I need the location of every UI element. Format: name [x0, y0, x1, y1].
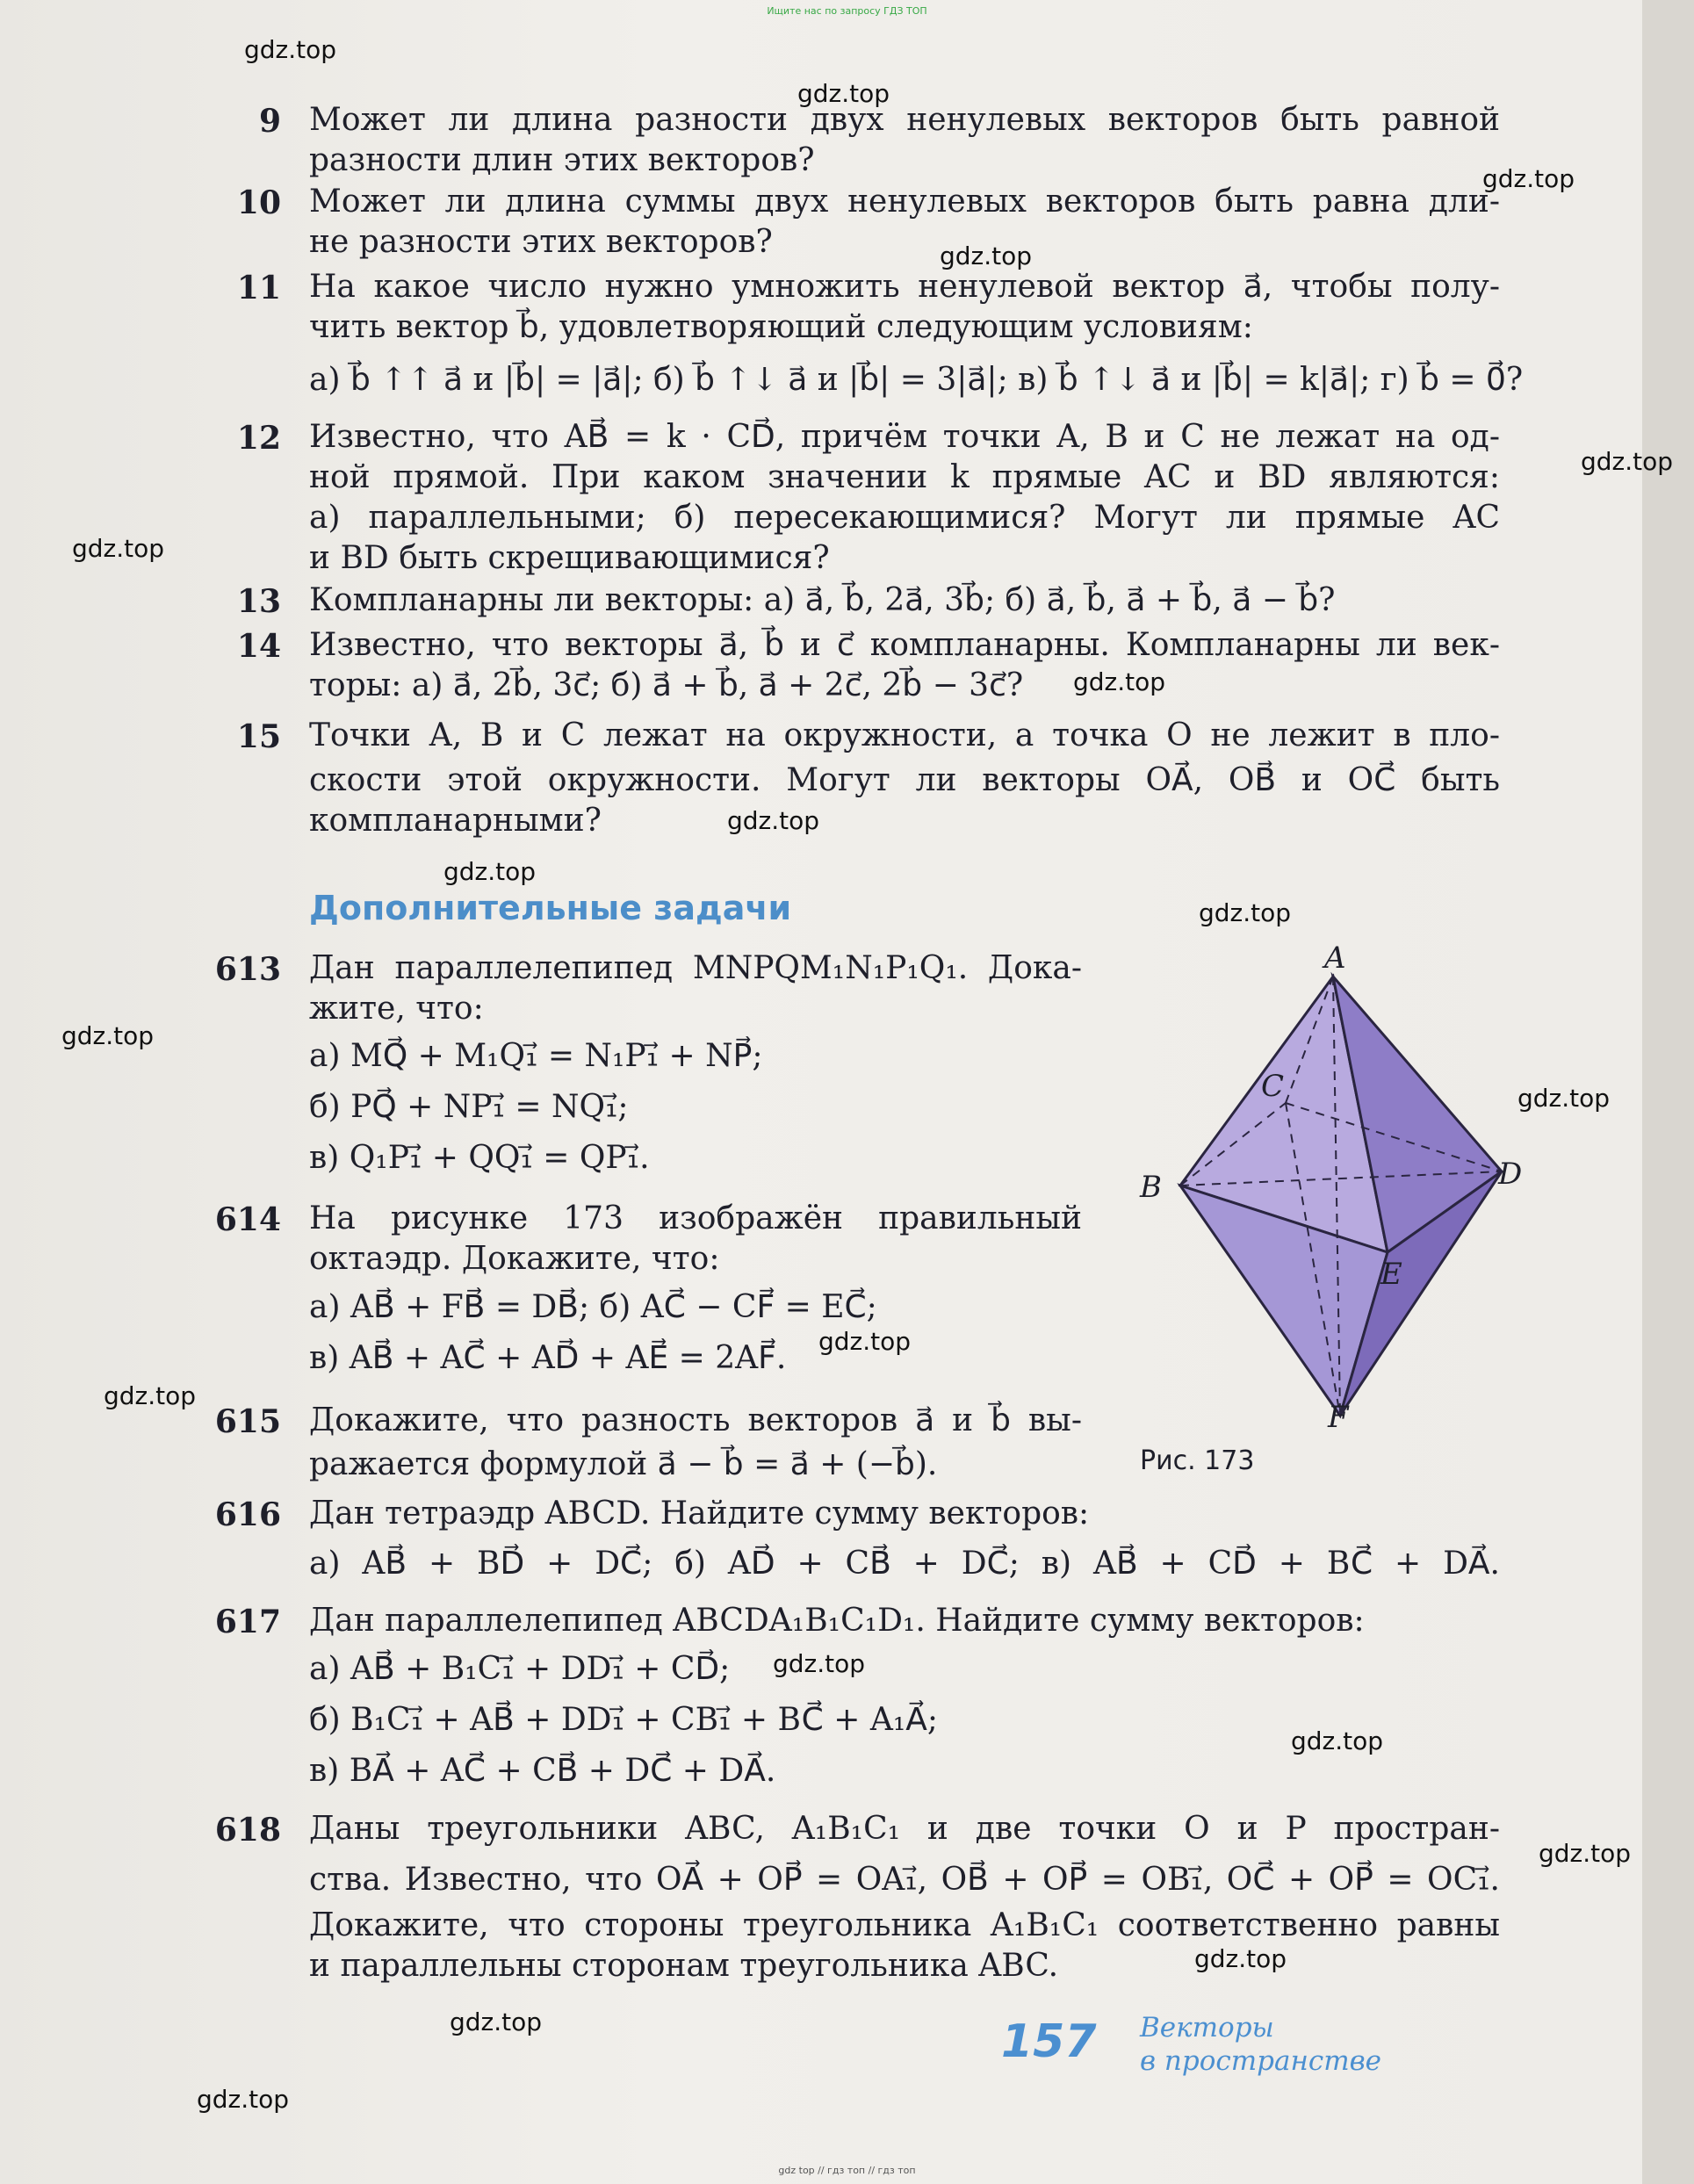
problem-number: 614: [214, 1201, 281, 1238]
vertex-label-e: E: [1380, 1257, 1402, 1292]
problem-line: октаэдр. Докажите, что:: [309, 1241, 720, 1277]
problem-line: Даны треугольники ABC, A₁B₁C₁ и две точки O и P простран-: [309, 1811, 1500, 1847]
watermark: gdz.top: [61, 1021, 155, 1050]
problem-line: Докажите, что стороны треугольника A₁B₁C₁ соответственно равны: [309, 1907, 1500, 1943]
watermark: gdz.top: [443, 857, 537, 886]
problem-number: 613: [214, 951, 281, 988]
watermark: gdz.top: [72, 534, 165, 563]
problem-line: и параллельны сторонам треугольника ABC.: [309, 1948, 1059, 1984]
question-number: 14: [236, 628, 281, 665]
question-line: и BD быть скрещивающимися?: [309, 540, 830, 576]
vertex-label-b: B: [1140, 1170, 1162, 1205]
question-line: а) b⃗ ↑↑ a⃗ и |b⃗| = |a⃗|; б) b⃗ ↑↓ a⃗ и |b⃗| = 3|a⃗|; в) b⃗ ↑↓ a⃗ и |b⃗| = k|a⃗|; г) b⃗ = 0⃗?: [309, 362, 1524, 398]
vertex-label-a: A: [1324, 941, 1346, 976]
problem-number: 616: [214, 1496, 281, 1533]
problem-line: Дан параллелепипед MNPQM₁N₁P₁Q₁. Дока-: [309, 950, 1082, 986]
page-edge: [1642, 0, 1694, 2184]
problem-line: в) Q₁P₁⃗ + QQ₁⃗ = QP₁⃗.: [309, 1140, 650, 1176]
problem-line: Докажите, что разность векторов a⃗ и b⃗ вы-: [309, 1402, 1082, 1438]
problem-line: а) MQ⃗ + M₁Q₁⃗ = N₁P₁⃗ + NP⃗;: [309, 1038, 763, 1074]
question-line: не разности этих векторов?: [309, 224, 773, 260]
watermark: gdz.top: [797, 79, 890, 108]
question-number: 15: [236, 718, 281, 755]
question-line: чить вектор b⃗, удовлетворяющий следующим условиям:: [309, 309, 1253, 345]
question-number: 9: [258, 103, 281, 140]
section-title: Дополнительные задачи: [309, 889, 792, 927]
question-line: скости этой окружности. Могут ли векторы OA⃗, OB⃗ и OC⃗ быть: [309, 762, 1500, 798]
question-line: торы: а) a⃗, 2b⃗, 3c⃗; б) a⃗ + b⃗, a⃗ + 2c⃗, 2b⃗ − 3c⃗?: [309, 667, 1024, 703]
problem-line: жите, что:: [309, 991, 484, 1027]
watermark: gdz.top: [104, 1381, 197, 1410]
question-line: Может ли длина разности двух ненулевых векторов быть равной: [309, 102, 1500, 138]
watermark: gdz.top: [1073, 667, 1166, 696]
watermark: gdz.top: [818, 1327, 912, 1356]
problem-line: На рисунке 173 изображён правильный: [309, 1200, 1082, 1236]
vertex-label-d: D: [1498, 1157, 1523, 1192]
question-line: Компланарны ли векторы: а) a⃗, b⃗, 2a⃗, 3b⃗; б) a⃗, b⃗, a⃗ + b⃗, a⃗ − b⃗?: [309, 582, 1336, 618]
question-number: 10: [236, 184, 281, 221]
problem-line: в) AB⃗ + AC⃗ + AD⃗ + AE⃗ = 2AF⃗.: [309, 1340, 787, 1376]
watermark: gdz.top: [1291, 1726, 1384, 1755]
page-number: 157: [1001, 2015, 1097, 2068]
watermark: gdz.top: [1517, 1084, 1611, 1113]
question-line: ной прямой. При каком значении k прямые AC и BD являются:: [309, 459, 1500, 495]
question-number: 13: [236, 583, 281, 620]
problem-line: а) AB⃗ + BD⃗ + DC⃗; б) AD⃗ + CB⃗ + DC⃗; в) AB⃗ + CD⃗ + BC⃗ + DA⃗.: [309, 1546, 1500, 1582]
watermark: gdz.top: [940, 241, 1033, 270]
question-line: Точки A, B и C лежат на окружности, а точка O не лежит в пло-: [309, 717, 1500, 753]
problem-number: 617: [214, 1604, 281, 1640]
vertex-label-c: C: [1261, 1069, 1285, 1104]
octahedron-figure: [1133, 931, 1523, 1440]
problem-line: ства. Известно, что OA⃗ + OP⃗ = OA₁⃗, OB⃗ + OP⃗ = OB₁⃗, OC⃗ + OP⃗ = OC₁⃗.: [309, 1862, 1500, 1898]
problem-number: 618: [214, 1812, 281, 1849]
question-number: 12: [236, 420, 281, 457]
question-line: Может ли длина суммы двух ненулевых векторов быть равна дли-: [309, 184, 1500, 220]
problem-line: б) PQ⃗ + NP₁⃗ = NQ₁⃗;: [309, 1089, 629, 1125]
problem-line: Дан параллелепипед ABCDA₁B₁C₁D₁. Найдите сумму векторов:: [309, 1603, 1365, 1639]
watermark: gdz.top: [1199, 898, 1292, 927]
running-title: [1140, 2011, 1381, 2078]
watermark: gdz.top: [197, 2085, 290, 2114]
question-line: На какое число нужно умножить ненулевой вектор a⃗, чтобы полу-: [309, 269, 1500, 305]
vertex-label-f: F: [1328, 1400, 1349, 1435]
running-title-line: Векторы: [1140, 2012, 1274, 2043]
watermark: gdz.top: [1482, 164, 1575, 193]
running-title-line: в пространстве: [1140, 2045, 1382, 2077]
watermark: gdz.top: [1194, 1944, 1287, 1973]
problem-line: б) B₁C₁⃗ + AB⃗ + DD₁⃗ + CB₁⃗ + BC⃗ + A₁A⃗;: [309, 1702, 939, 1738]
watermark: gdz.top: [244, 35, 337, 64]
problem-line: а) AB⃗ + FB⃗ = DB⃗; б) AC⃗ − CF⃗ = EC⃗;: [309, 1289, 877, 1325]
question-line: разности длин этих векторов?: [309, 142, 815, 178]
problem-line: в) BA⃗ + AC⃗ + CB⃗ + DC⃗ + DA⃗.: [309, 1753, 776, 1789]
bottom-banner: gdz top // гдз топ // гдз топ: [778, 2165, 916, 2176]
question-line: Известно, что векторы a⃗, b⃗ и c⃗ компланарны. Компланарны ли век-: [309, 627, 1500, 663]
problem-number: 615: [214, 1403, 281, 1440]
question-line: компланарными?: [309, 803, 602, 839]
question-line: а) параллельными; б) пересекающимися? Могут ли прямые AC: [309, 500, 1500, 536]
question-number: 11: [236, 270, 281, 306]
watermark: gdz.top: [450, 2007, 543, 2036]
problem-line: Дан тетраэдр ABCD. Найдите сумму векторов:: [309, 1496, 1090, 1532]
problem-line: ражается формулой a⃗ − b⃗ = a⃗ + (−b⃗).: [309, 1446, 938, 1482]
problem-line: а) AB⃗ + B₁C₁⃗ + DD₁⃗ + CD⃗;: [309, 1651, 731, 1687]
watermark: gdz.top: [773, 1649, 866, 1678]
watermark: gdz.top: [1581, 447, 1674, 476]
watermark: gdz.top: [727, 806, 820, 835]
watermark: gdz.top: [1539, 1839, 1632, 1868]
figure-caption: Рис. 173: [1140, 1445, 1255, 1476]
top-banner: Ищите нас по запросу ГДЗ ТОП: [767, 5, 927, 17]
question-line: Известно, что AB⃗ = k · CD⃗, причём точки A, B и C не лежат на од-: [309, 419, 1500, 455]
